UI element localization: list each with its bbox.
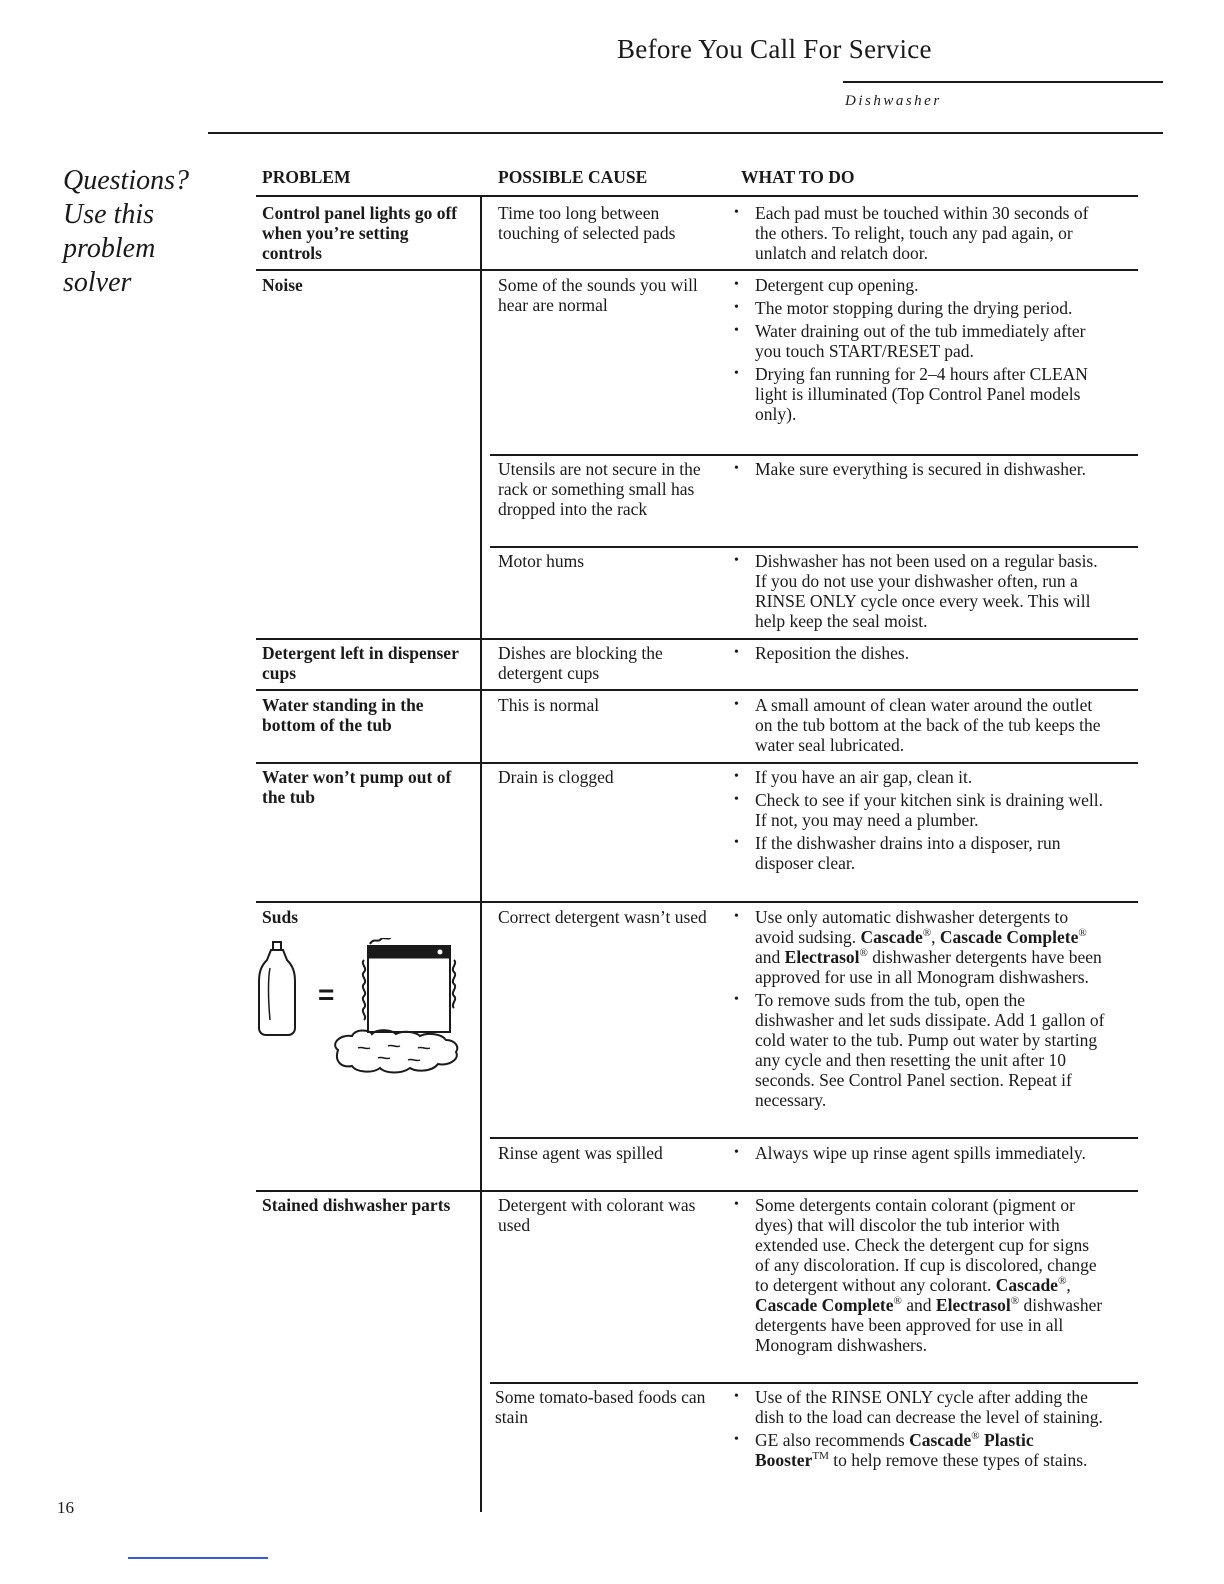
todo-item: • Check to see if your kitchen sink is draining well. If not, you may need a plumber. bbox=[734, 790, 1103, 830]
cause-text: Time too long between touching of selected pads bbox=[498, 203, 676, 243]
sidebar-line: problem bbox=[63, 233, 156, 264]
cause-text: Utensils are not secure in the rack or something small has dropped into the rack bbox=[498, 459, 701, 519]
todo-item: • Always wipe up rinse agent spills immediately. bbox=[734, 1143, 1086, 1163]
table-rule bbox=[256, 269, 1138, 271]
todo-list bbox=[733, 203, 1105, 263]
cause-text: Correct detergent wasn’t used bbox=[498, 907, 707, 927]
cause-text: Rinse agent was spilled bbox=[498, 1143, 663, 1163]
todo-item: • Reposition the dishes. bbox=[734, 643, 910, 663]
table-rule bbox=[490, 454, 1138, 456]
bullet-icon: • bbox=[734, 697, 739, 712]
problem-label: Detergent left in dispenser cups bbox=[262, 643, 459, 683]
todo-item: • The motor stopping during the drying period. bbox=[734, 298, 1073, 318]
brand-name: Electrasol bbox=[784, 947, 860, 967]
todo-list bbox=[733, 1143, 1105, 1163]
column-header-problem: PROBLEM bbox=[262, 167, 351, 187]
bullet-icon: • bbox=[734, 366, 739, 381]
bullet-icon: • bbox=[734, 1197, 739, 1212]
cause-text: This is normal bbox=[498, 695, 600, 715]
problem-label: Water won’t pump out of the tub bbox=[262, 767, 452, 807]
brand-name: Cascade bbox=[995, 1275, 1058, 1295]
cause-text: Detergent with colorant was used bbox=[498, 1195, 696, 1235]
todo-list bbox=[733, 643, 1105, 663]
problem-label: Stained dishwasher parts bbox=[262, 1195, 451, 1215]
page-number: 16 bbox=[57, 1498, 74, 1517]
brand-name: Cascade Complete bbox=[939, 927, 1079, 947]
bullet-icon: • bbox=[734, 553, 739, 568]
todo-item: • A small amount of clean water around the outlet on the tub bottom at the back of the tub keeps the water seal lubricated. bbox=[734, 695, 1101, 755]
cause-text: Some tomato-based foods can stain bbox=[495, 1387, 706, 1427]
bullet-icon: • bbox=[734, 323, 739, 338]
detergent-bottle-icon bbox=[259, 942, 295, 1035]
table-rule bbox=[256, 762, 1138, 764]
problem-label: Noise bbox=[262, 275, 303, 295]
brand-name: Cascade bbox=[909, 1430, 972, 1450]
bullet-icon: • bbox=[734, 769, 739, 784]
todo-item: • Drying fan running for 2–4 hours after CLEAN light is illuminated (Top Control Panel models only). bbox=[734, 364, 1088, 424]
table-rule bbox=[490, 546, 1138, 548]
problem-label: Suds bbox=[262, 907, 299, 927]
column-header-todo: WHAT TO DO bbox=[741, 167, 855, 187]
todo-list bbox=[733, 1387, 1105, 1470]
todo-item: • Detergent cup opening. bbox=[734, 275, 919, 295]
brand-name: Cascade Complete bbox=[755, 1295, 894, 1315]
todo-item: • Use only automatic dishwasher detergents to avoid sudsing. Cascade®, Cascade Complete® and Electrasol® dishwasher detergents have been approved for use in all Monogram dishwashers. bbox=[734, 907, 1102, 987]
sidebar-heading bbox=[63, 164, 189, 300]
todo-item: • Use of the RINSE ONLY cycle after adding the dish to the load can decrease the level of staining. bbox=[734, 1387, 1103, 1427]
suds-illustration bbox=[258, 938, 470, 1080]
brand-name: Cascade bbox=[860, 927, 923, 947]
table-rule bbox=[256, 901, 1138, 903]
todo-list bbox=[733, 459, 1105, 479]
bullet-icon: • bbox=[734, 792, 739, 807]
todo-item: • Water draining out of the tub immediately after you touch START/RESET pad. bbox=[734, 321, 1086, 361]
todo-item: • If the dishwasher drains into a disposer, run disposer clear. bbox=[734, 833, 1061, 873]
cause-text: Drain is clogged bbox=[498, 767, 614, 787]
sidebar-line: Questions? bbox=[63, 165, 189, 196]
todo-list bbox=[733, 275, 1105, 424]
brand-name: Plastic Booster bbox=[755, 1430, 1034, 1470]
bullet-icon: • bbox=[734, 300, 739, 315]
todo-list bbox=[733, 551, 1105, 631]
todo-item: • GE also recommends Cascade® Plastic Booster™ to help remove these types of stains. bbox=[734, 1430, 1088, 1470]
todo-item: • Some detergents contain colorant (pigment or dyes) that will discolor the tub interior with extended use. Check the detergent cup for signs of any discoloration. If cup is discolored, change to detergent without any colorant. Cascade®, Cascade Complete® and Electrasol® dishwasher detergents have been approved for use in all Monogram dishwashers. bbox=[734, 1195, 1103, 1355]
todo-item: • Each pad must be touched within 30 seconds of the others. To relight, touch any pad again, or unlatch and relatch door. bbox=[734, 203, 1089, 263]
bullet-icon: • bbox=[734, 645, 739, 660]
page-subtitle: Dishwasher bbox=[845, 93, 942, 109]
todo-list bbox=[733, 907, 1105, 1110]
table-rule bbox=[256, 638, 1138, 640]
bullet-icon: • bbox=[734, 835, 739, 850]
bullet-icon: • bbox=[734, 1145, 739, 1160]
header-rule bbox=[843, 81, 1163, 83]
table-rule bbox=[256, 1190, 1138, 1192]
page-title: Before You Call For Service bbox=[617, 34, 932, 64]
sidebar-line: Use this bbox=[63, 199, 154, 230]
todo-list bbox=[733, 767, 1105, 873]
problem-label: Control panel lights go off when you’re setting controls bbox=[262, 203, 458, 263]
overflowing-dishwasher-icon bbox=[335, 938, 457, 1073]
todo-item: • To remove suds from the tub, open the dishwasher and let suds dissipate. Add 1 gallon of cold water to the tub. Pump out water by starting any cycle and then resetting the unit after 10 seconds. See Control Panel section. Repeat if necessary. bbox=[734, 990, 1105, 1110]
problem-label: Water standing in the bottom of the tub bbox=[262, 695, 424, 735]
bullet-icon: • bbox=[734, 1389, 739, 1404]
brand-name: Electrasol bbox=[935, 1295, 1011, 1315]
footer-link-underline[interactable] bbox=[128, 1557, 268, 1559]
todo-list bbox=[733, 695, 1105, 755]
table-column-divider bbox=[480, 196, 482, 1512]
cause-text: Some of the sounds you will hear are normal bbox=[498, 275, 698, 315]
sidebar-line: solver bbox=[63, 267, 132, 298]
equals-symbol: = bbox=[318, 979, 335, 1010]
table-rule bbox=[256, 689, 1138, 691]
bullet-icon: • bbox=[734, 461, 739, 476]
bullet-icon: • bbox=[734, 909, 739, 924]
table-rule bbox=[490, 1382, 1138, 1384]
bullet-icon: • bbox=[734, 1432, 739, 1447]
column-header-cause: POSSIBLE CAUSE bbox=[498, 167, 648, 187]
table-rule bbox=[256, 195, 1138, 197]
todo-list bbox=[733, 1195, 1105, 1355]
todo-item: • Make sure everything is secured in dishwasher. bbox=[734, 459, 1086, 479]
bullet-icon: • bbox=[734, 277, 739, 292]
todo-item: • Dishwasher has not been used on a regular basis. If you do not use your dishwasher often, run a RINSE ONLY cycle once every week. This will help keep the seal moist. bbox=[734, 551, 1098, 631]
todo-item: • If you have an air gap, clean it. bbox=[734, 767, 973, 787]
bullet-icon: • bbox=[734, 205, 739, 220]
bullet-icon: • bbox=[734, 992, 739, 1007]
table-rule bbox=[490, 1137, 1138, 1139]
cause-text: Motor hums bbox=[498, 551, 585, 571]
header-divider bbox=[208, 132, 1163, 134]
cause-text: Dishes are blocking the detergent cups bbox=[498, 643, 663, 683]
